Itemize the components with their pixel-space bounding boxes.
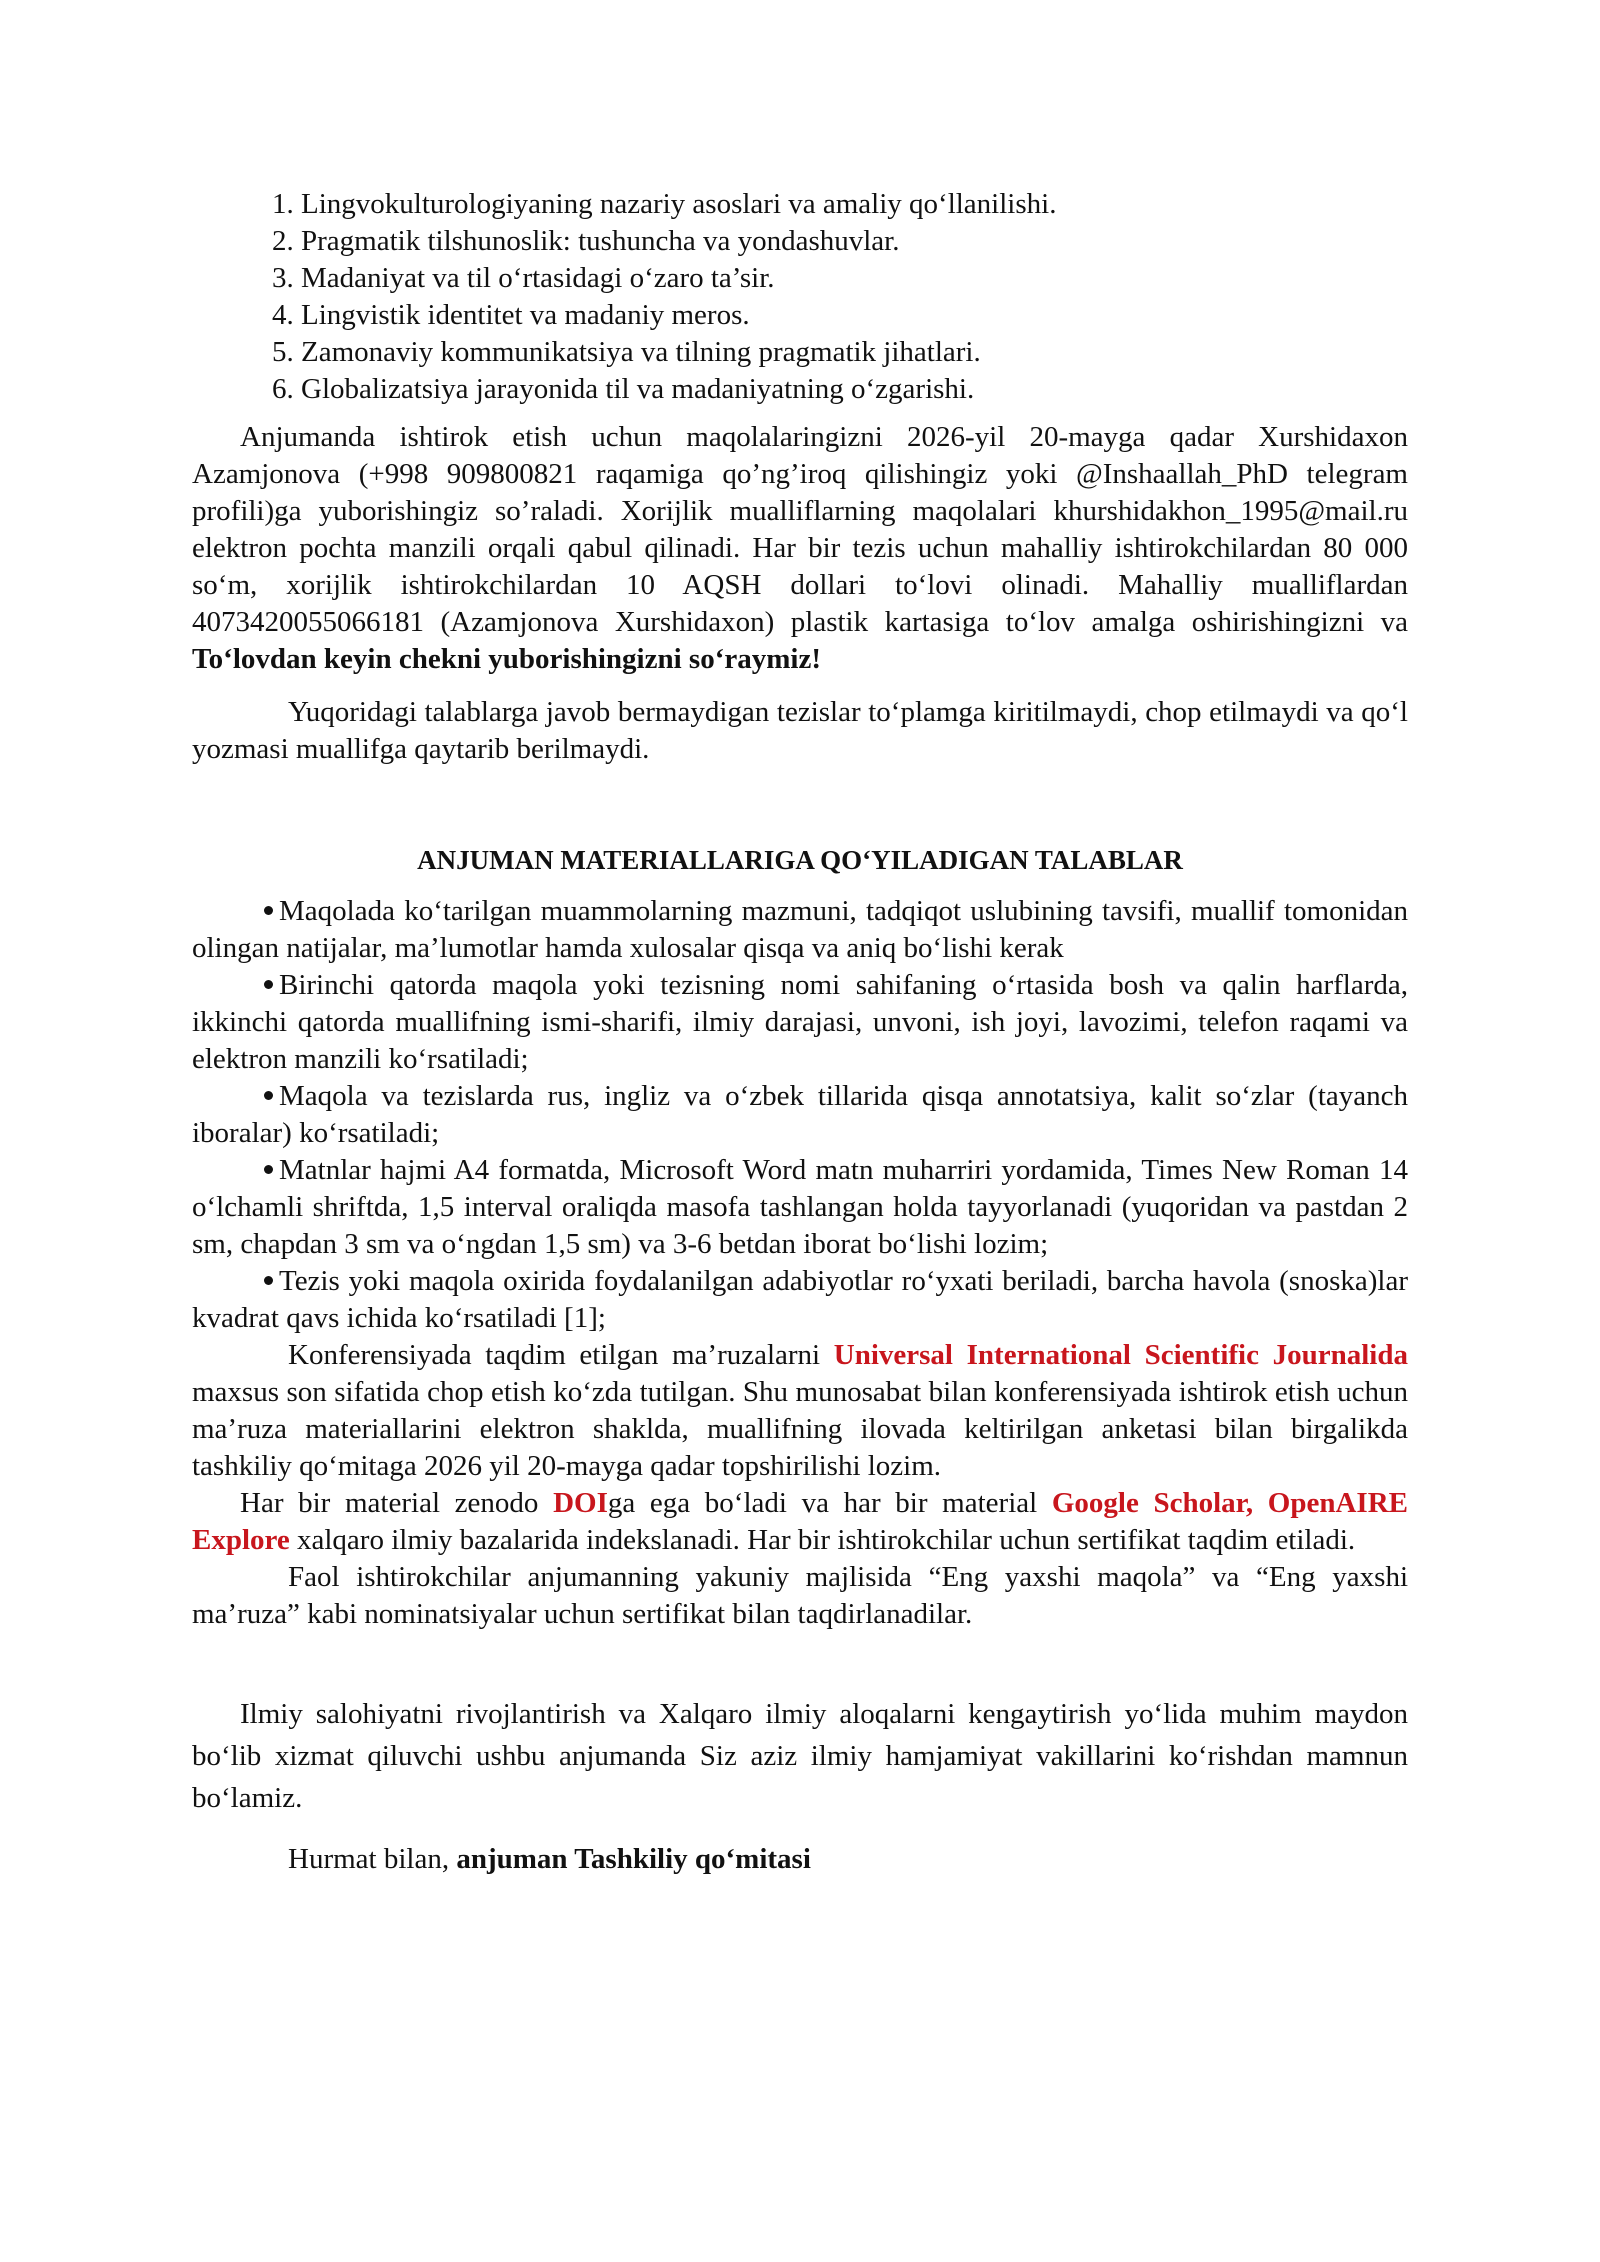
database-names: Google Scholar, OpenAIRE Explore [192,1487,1408,1556]
document-page [192,186,1408,1878]
publication-text-after: maxsus son sifatida chop etish ko‘zda tutilgan. Shu munosabat bilan konferensiyada ishtirok etish uchun ma’ruza materiallarini elektron shaklda, muallifning ilovada keltirilgan anketasi bilan birgalikda tashkiliy qo‘mitaga 2026 yil 20-mayga qadar topshirilishi lozim. [192,1376,1408,1482]
topic-item: 3. Madaniyat va til o‘rtasidagi o‘zaro ta’sir. [272,262,775,294]
rejection-note: Yuqoridagi talablarga javob bermaydigan tezislar to‘plamga kiritilmaydi, chop etilmaydi va qo‘l yozmasi muallifga qaytarib berilmaydi. [192,696,1408,765]
requirement-item [192,893,1408,967]
payment-check-request: To‘lovdan keyin chekni yuborishingizni so‘raymiz! [192,643,821,675]
signature-prefix: Hurmat bilan, [288,1843,457,1875]
topic-item: 5. Zamonaviy kommunikatsiya va tilning pragmatik jihatlari. [272,336,981,368]
requirement-text: Tezis yoki maqola oxirida foydalanilgan adabiyotlar ro‘yxati beriladi, barcha havola (snoska)lar kvadrat qavs ichida ko‘rsatiladi [1]; [192,1265,1408,1334]
awards-paragraph: Faol ishtirokchilar anjumanning yakuniy majlisida “Eng yaxshi maqola” va “Eng yaxshi ma’ruza” kabi nominatsiyalar uchun sertifikat bilan taqdirlanadilar. [192,1561,1408,1630]
indexing-text-3: xalqaro ilmiy bazalarida indekslanadi. Har bir ishtirokchilar uchun sertifikat taqdim etiladi. [289,1524,1356,1556]
requirement-item [192,967,1408,1078]
requirement-text: Maqolada ko‘tarilgan muammolarning mazmuni, tadqiqot uslubining tavsifi, muallif tomonidan olingan natijalar, ma’lumotlar hamda xulosalar qisqa va aniq bo‘lishi kerak [192,895,1408,964]
requirement-text: Matnlar hajmi A4 formatda, Microsoft Word matn muharriri yordamida, Times New Roman 14 o‘lchamli shriftda, 1,5 interval oraliqda masofa tashlangan holda tayyorlanadi (yuqoridan va pastdan 2 sm, chapdan 3 sm va o‘ngdan 1,5 sm) va 3-6 betdan iborat bo‘lishi lozim; [192,1154,1408,1260]
requirements-heading: ANJUMAN MATERIALLARIGA QO‘YILADIGAN TALABLAR [417,845,1183,875]
topic-item: 4. Lingvistik identitet va madaniy meros. [272,299,750,331]
publication-paragraph [192,1337,1408,1485]
signature-org: anjuman Tashkiliy qo‘mitasi [456,1843,811,1875]
indexing-paragraph [192,1485,1408,1559]
bullet-icon [264,1165,273,1174]
submission-text: Anjumanda ishtirok etish uchun maqolalaringizni 2026-yil 20-mayga qadar Xurshidaxon Azamjonova (+998 909800821 raqamiga qo’ng’iroq qilishingiz yoki @Inshaallah_PhD telegram profili)ga yuborishingiz so’raladi. Xorijlik mualliflarning maqolalari khurshidakhon_1995@mail.ru elektron pochta manzili orqali qabul qilinadi. Har bir tezis uchun mahalliy ishtirokchilardan 80 000 so‘m, xorijlik ishtirokchilardan 10 AQSH dollari to‘lovi olinadi. Mahalliy mualliflardan 4073420055066181 (Azamjonova Xurshidaxon) plastik kartasiga to‘lov amalga oshirishingizni va [192,421,1408,638]
requirement-item [192,1078,1408,1152]
requirement-text: Birinchi qatorda maqola yoki tezisning nomi sahifaning o‘rtasida bosh va qalin harflarda, ikkinchi qatorda muallifning ismi-sharifi, ilmiy darajasi, unvoni, ish joyi, lavozimi, telefon raqami va elektron manzili ko‘rsatiladi; [192,969,1408,1075]
topic-item: 1. Lingvokulturologiyaning nazariy asoslari va amaliy qo‘llanilishi. [272,188,1057,220]
doi-label: DOI [553,1487,608,1519]
indexing-text-2: ga ega bo‘ladi va har bir material [607,1487,1052,1519]
requirement-item [192,1152,1408,1263]
publication-text-before: Konferensiyada taqdim etilgan ma’ruzalarni [288,1339,834,1371]
bullet-icon [264,1276,273,1285]
bullet-icon [264,1091,273,1100]
indexing-text-1: Har bir material zenodo [240,1487,554,1519]
topic-item: 6. Globalizatsiya jarayonida til va madaniyatning o‘zgarishi. [272,373,975,405]
journal-name: Universal International Scientific Journalida [833,1339,1408,1371]
topic-item: 2. Pragmatik tilshunoslik: tushuncha va yondashuvlar. [272,225,900,257]
topics-list [192,186,1408,408]
bullet-icon [264,980,273,989]
submission-paragraph [192,419,1408,678]
signature-line [192,1841,1408,1878]
closing-paragraph: Ilmiy salohiyatni rivojlantirish va Xalqaro ilmiy aloqalarni kengaytirish yo‘lida muhim maydon bo‘lib xizmat qiluvchi ushbu anjumanda Siz aziz ilmiy hamjamiyat vakillarini ko‘rishdan mamnun bo‘lamiz. [192,1698,1408,1814]
requirements-list [192,893,1408,1337]
requirement-text: Maqola va tezislarda rus, ingliz va o‘zbek tillarida qisqa annotatsiya, kalit so‘zlar (tayanch iboralar) ko‘rsatiladi; [192,1080,1408,1149]
bullet-icon [264,906,273,915]
requirement-item [192,1263,1408,1337]
